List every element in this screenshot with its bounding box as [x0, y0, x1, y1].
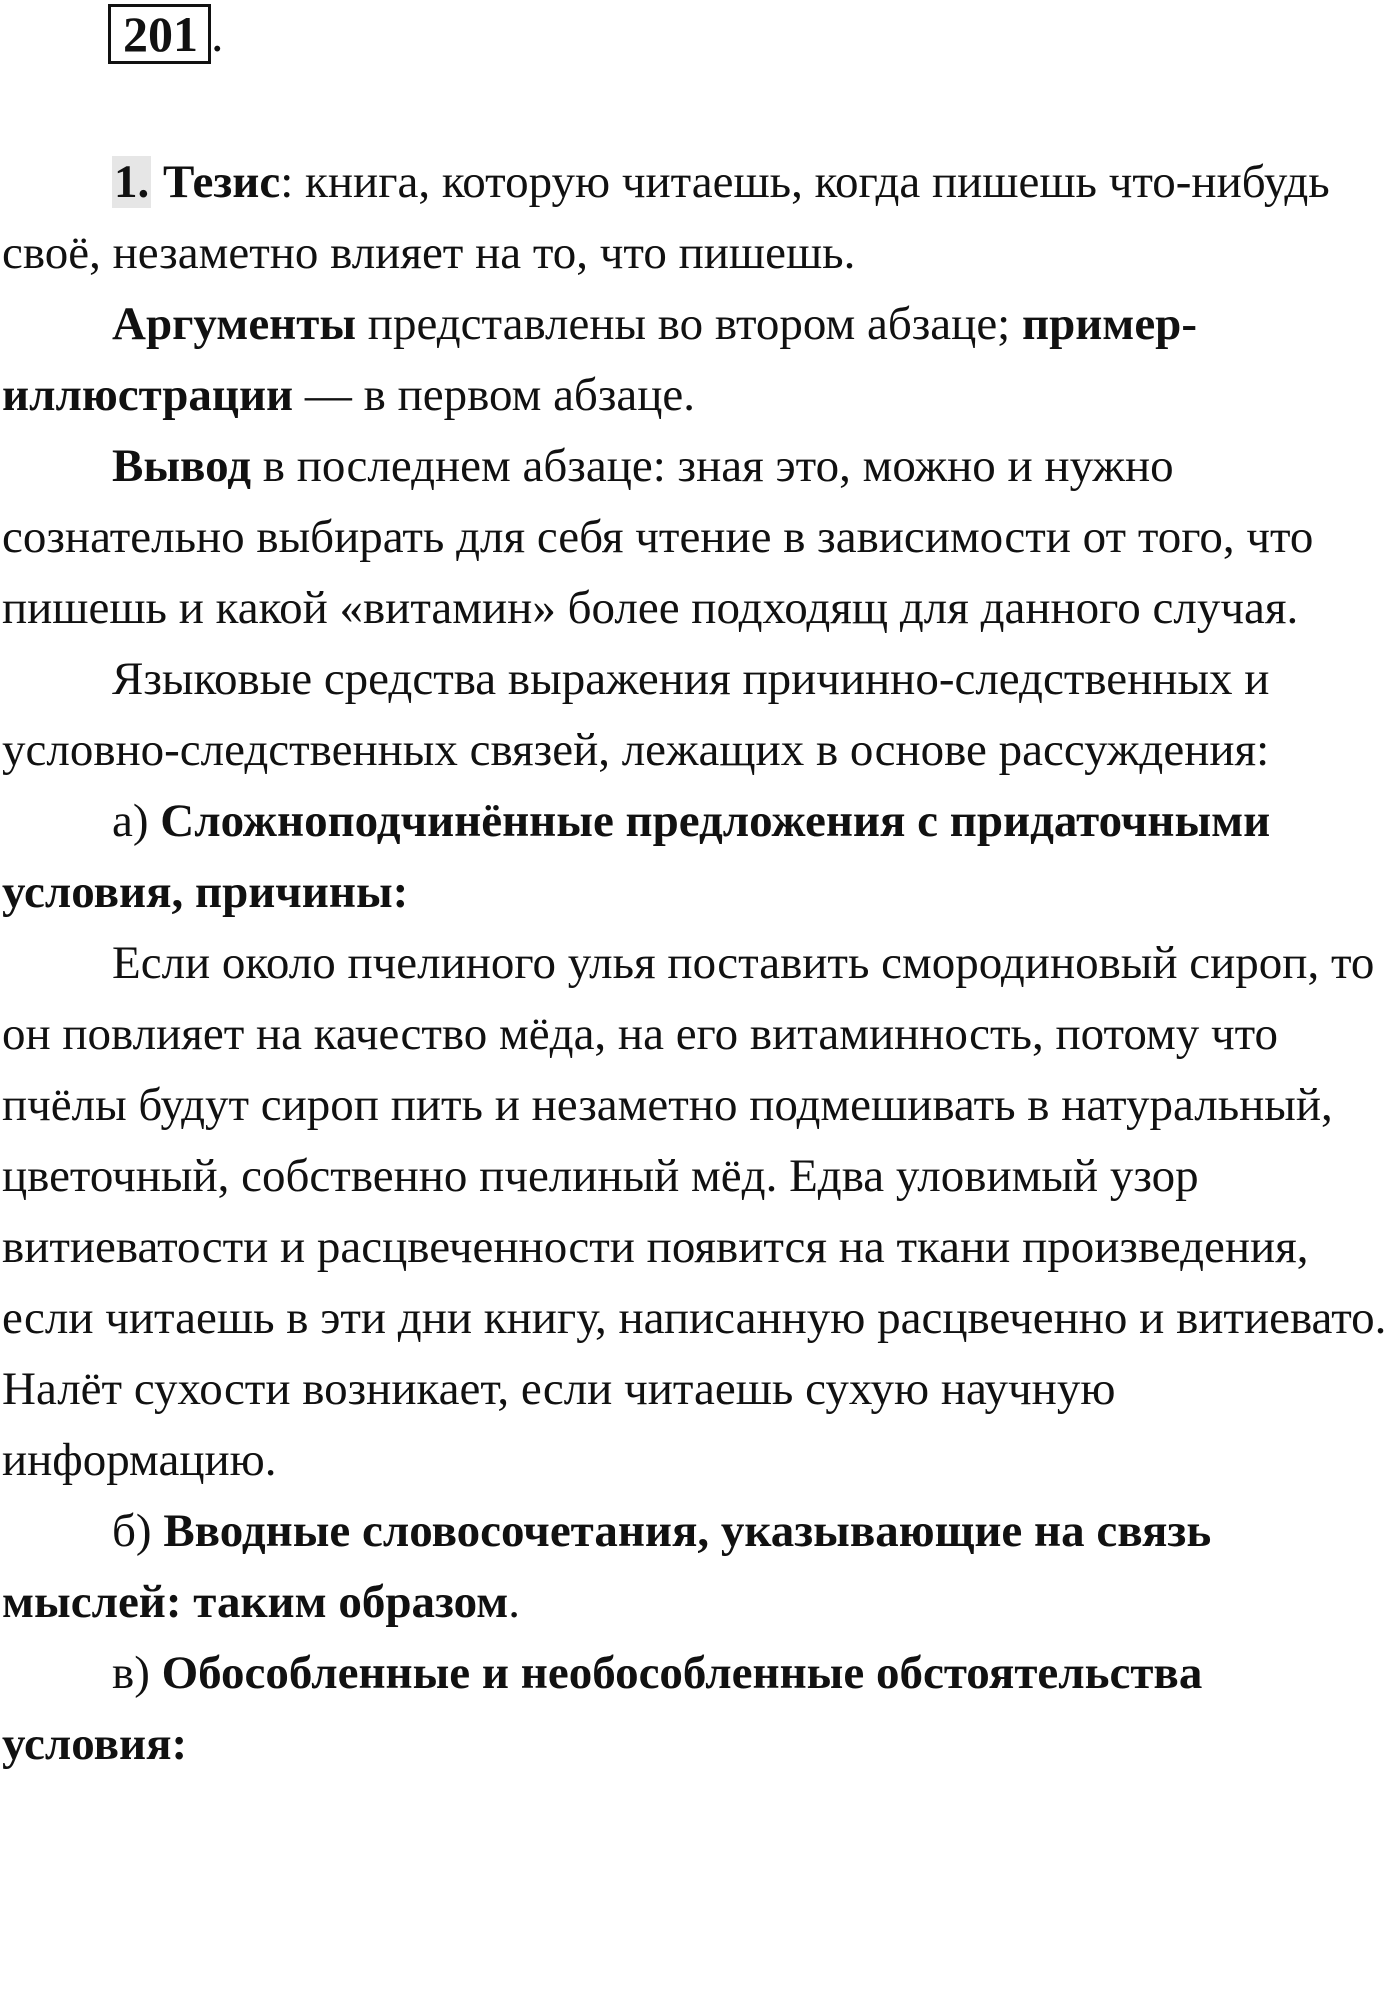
paragraph-point-v — [2, 1638, 1394, 1780]
paragraph-language-means — [2, 644, 1394, 786]
language-means-text: Языковые средства выражения причинно-следственных и условно-следственных связей, лежащих в основе рассуждения: — [2, 653, 1270, 776]
thesis-text: : книга, которую читаешь, когда пишешь что-нибудь своё, незаметно влияет на то, что пишешь. — [2, 156, 1330, 279]
exercise-number-dot: . — [211, 6, 224, 62]
conclusion-text: в последнем абзаце: зная это, можно и нужно сознательно выбирать для себя чтение в зависимости от того, что пишешь и какой «витамин» более подходящ для данного случая. — [2, 440, 1314, 634]
exercise-number-heading — [108, 4, 224, 64]
point-a-label: а) — [112, 795, 161, 847]
term-arguments: Аргументы — [112, 298, 357, 350]
example-text: Если около пчелиного улья поставить смородиновый сироп, то он повлияет на качество мёда, на его витаминность, потому что пчёлы будут сироп пить и незаметно подмешивать в натуральный, цветочный, собственно пчелиный мёд. Едва уловимый узор витиеватости и расцвеченности появится на ткани произведения, если читаешь в эти дни книгу, написанную расцвеченно и витиевато. Налёт сухости возникает, если читаешь сухую научную информацию. — [2, 937, 1387, 1486]
examples-text: — в первом абзаце. — [293, 369, 696, 421]
paragraph-example — [2, 928, 1394, 1496]
document-body — [2, 147, 1394, 1780]
point-b-tail: . — [508, 1576, 520, 1628]
point-b-term: Вводные словосочетания, указывающие на связь мыслей: таким образом — [2, 1505, 1212, 1628]
arguments-text: представлены во втором абзаце; — [356, 298, 1022, 350]
item-number: 1. — [114, 156, 150, 208]
point-v-label: в) — [112, 1647, 162, 1699]
point-b-label: б) — [112, 1505, 164, 1557]
paragraph-point-a — [2, 786, 1394, 928]
point-v-term: Обособленные и необособленные обстоятельства условия: — [2, 1647, 1203, 1770]
term-examples: пример-иллюстрации — [2, 298, 1197, 421]
exercise-number-box: 201 — [108, 4, 211, 64]
paragraph-conclusion — [2, 431, 1394, 644]
paragraph-arguments — [2, 289, 1394, 431]
point-a-term: Сложноподчинённые предложения с придаточными условия, причины: — [2, 795, 1271, 918]
term-conclusion: Вывод — [112, 440, 252, 492]
term-thesis: Тезис — [163, 156, 281, 208]
paragraph-point-b — [2, 1496, 1394, 1638]
paragraph-thesis — [2, 147, 1394, 289]
